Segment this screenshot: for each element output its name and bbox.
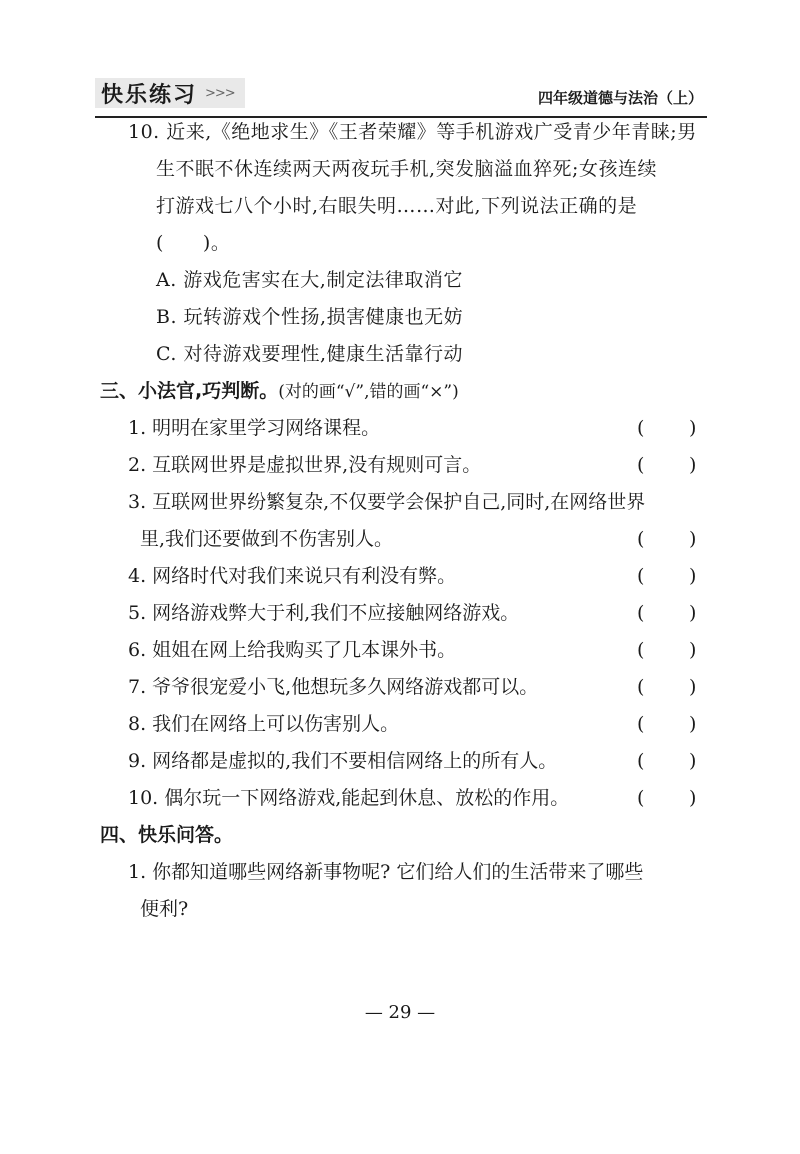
paren-open: ( bbox=[637, 417, 645, 439]
paren-open: ( bbox=[637, 676, 645, 698]
paren-open: ( bbox=[637, 565, 645, 587]
paren-close: ) bbox=[689, 565, 697, 587]
item-text: 7. 爷爷很宠爱小飞,他想玩多久网络游戏都可以。 bbox=[128, 676, 539, 698]
option-b: B. 玩转游戏个性扬,损害健康也无妨 bbox=[156, 306, 464, 328]
question-text: 1. 你都知道哪些网络新事物呢? 它们给人们的生活带来了哪些 bbox=[128, 861, 644, 883]
paren-close: ) bbox=[689, 639, 697, 661]
chevron-icon: >>> bbox=[205, 85, 235, 101]
section-4-heading bbox=[100, 817, 700, 854]
paren-close: ) bbox=[689, 602, 697, 624]
paren-close: ) bbox=[689, 750, 697, 772]
section-title: 三、小法官,巧判断。 bbox=[100, 380, 279, 402]
item-text: 9. 网络都是虚拟的,我们不要相信网络上的所有人。 bbox=[128, 750, 558, 772]
judge-item bbox=[100, 410, 700, 447]
judge-item bbox=[100, 706, 700, 743]
page-content bbox=[100, 114, 700, 998]
page-number: — 29 — bbox=[364, 1002, 436, 1023]
judge-item bbox=[100, 558, 700, 595]
paren-close: ) bbox=[689, 454, 697, 476]
page-header bbox=[95, 70, 707, 118]
question-text: 10. 近来,《绝地求生》《王者荣耀》等手机游戏广受青少年青睐;男 bbox=[128, 121, 697, 143]
section-3-heading bbox=[100, 373, 700, 410]
item-text: 10. 偶尔玩一下网络游戏,能起到休息、放松的作用。 bbox=[128, 787, 570, 809]
brand-box bbox=[95, 78, 245, 108]
option-c: C. 对待游戏要理性,健康生活靠行动 bbox=[156, 343, 463, 365]
paren-open: ( bbox=[637, 454, 645, 476]
item-text: 5. 网络游戏弊大于利,我们不应接触网络游戏。 bbox=[128, 602, 520, 624]
item-text: 4. 网络时代对我们来说只有利没有弊。 bbox=[128, 565, 457, 587]
paren-close: ) bbox=[689, 528, 697, 550]
item-text: 6. 姐姐在网上给我购买了几本课外书。 bbox=[128, 639, 457, 661]
paren-open: ( bbox=[637, 639, 645, 661]
item-text: 8. 我们在网络上可以伤害别人。 bbox=[128, 713, 400, 735]
question-text: 便利? bbox=[140, 898, 189, 920]
section-title: 四、快乐问答。 bbox=[100, 824, 234, 846]
paren-open: ( bbox=[637, 787, 645, 809]
question-text: 生不眠不休连续两天两夜玩手机,突发脑溢血猝死;女孩连续 bbox=[156, 158, 657, 180]
judge-item bbox=[100, 743, 700, 780]
answer-space bbox=[100, 928, 700, 998]
judge-item bbox=[100, 780, 700, 817]
paren-open: ( bbox=[637, 713, 645, 735]
paren-open: ( bbox=[637, 750, 645, 772]
option-a: A. 游戏危害实在大,制定法律取消它 bbox=[156, 269, 463, 291]
judge-item bbox=[100, 632, 700, 669]
judge-item bbox=[100, 595, 700, 632]
judge-item bbox=[100, 669, 700, 706]
item-text: 1. 明明在家里学习网络课程。 bbox=[128, 417, 381, 439]
item-text: 2. 互联网世界是虚拟世界,没有规则可言。 bbox=[128, 454, 482, 476]
judge-item bbox=[100, 521, 700, 558]
brand-title: 快乐练习 bbox=[101, 82, 198, 108]
answer-blank: ( )。 bbox=[156, 232, 231, 254]
question-10 bbox=[100, 114, 700, 373]
item-text: 3. 互联网世界纷繁复杂,不仅要学会保护自己,同时,在网络世界 bbox=[128, 491, 646, 513]
paren-open: ( bbox=[637, 528, 645, 550]
paren-close: ) bbox=[689, 713, 697, 735]
paren-close: ) bbox=[689, 676, 697, 698]
subject-title: 四年级道德与法治（上） bbox=[537, 89, 703, 107]
item-text: 里,我们还要做到不伤害别人。 bbox=[140, 528, 394, 550]
section-hint: (对的画“√”,错的画“×”) bbox=[278, 382, 459, 402]
paren-close: ) bbox=[689, 417, 697, 439]
judge-item bbox=[100, 484, 700, 521]
judge-item bbox=[100, 447, 700, 484]
paren-close: ) bbox=[689, 787, 697, 809]
paren-open: ( bbox=[637, 602, 645, 624]
question-text: 打游戏七八个小时,右眼失明……对此,下列说法正确的是 bbox=[156, 195, 638, 217]
